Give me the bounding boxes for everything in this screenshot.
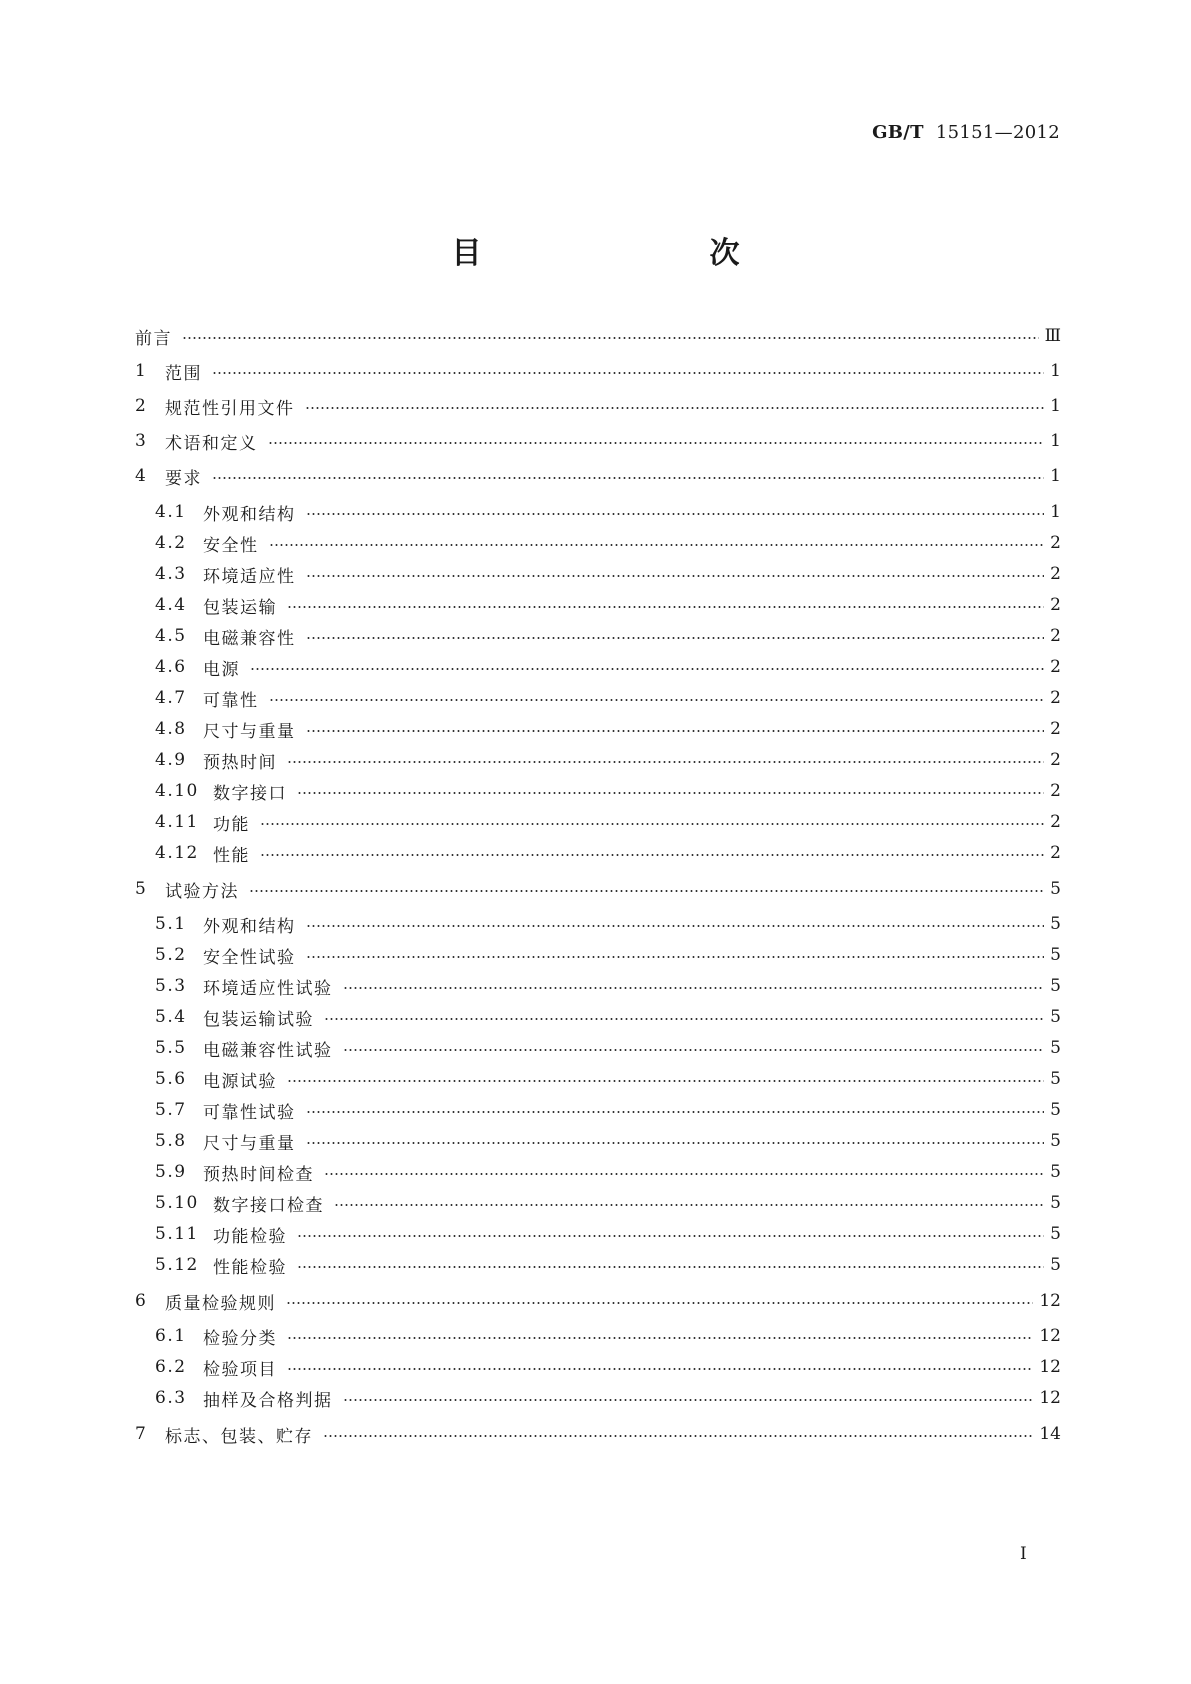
toc-entry-label: 术语和定义 — [165, 433, 258, 454]
toc-entry-number: 5.4 — [155, 1007, 187, 1027]
toc-entry[interactable] — [155, 499, 1061, 525]
toc-entry-label: 数字接口检查 — [213, 1195, 324, 1216]
dot-leader — [287, 1080, 1044, 1082]
toc-entry[interactable] — [135, 323, 1061, 349]
dot-leader — [306, 925, 1045, 927]
toc-entry[interactable] — [155, 1221, 1061, 1247]
toc-entry[interactable] — [135, 1288, 1061, 1314]
dot-leader — [260, 823, 1044, 825]
toc-entry-number: 4.8 — [155, 719, 187, 739]
toc-entry-label: 功能 — [213, 814, 250, 835]
toc-entry[interactable] — [155, 747, 1061, 773]
toc-entry[interactable] — [155, 1004, 1061, 1030]
toc-entry-label: 试验方法 — [165, 881, 239, 902]
toc-entry-label: 环境适应性 — [203, 566, 296, 587]
dot-leader — [343, 1049, 1045, 1051]
toc-entry-number: 4.3 — [155, 564, 187, 584]
toc-entry-label: 性能检验 — [213, 1257, 287, 1278]
toc-entry[interactable] — [135, 358, 1061, 384]
toc-entry-page: 12 — [1039, 1291, 1061, 1311]
toc-entry[interactable] — [155, 1385, 1061, 1411]
toc-entry[interactable] — [155, 654, 1061, 680]
toc-entry-label: 可靠性 — [203, 690, 259, 711]
toc-entry[interactable] — [155, 592, 1061, 618]
dot-leader — [306, 730, 1045, 732]
toc-entry-label: 规范性引用文件 — [165, 398, 295, 419]
toc-entry-number: 5.5 — [155, 1038, 187, 1058]
toc-entry-page: 2 — [1050, 812, 1061, 832]
toc-entry-page: 1 — [1050, 361, 1061, 381]
toc-entry[interactable] — [155, 778, 1061, 804]
toc-entry-number: 4.10 — [155, 781, 199, 801]
toc-entry-label: 电磁兼容性试验 — [203, 1040, 333, 1061]
toc-entry-label: 电源 — [203, 659, 240, 680]
toc-entry-number: 3 — [135, 431, 148, 451]
toc-entry[interactable] — [155, 942, 1061, 968]
toc-entry[interactable] — [155, 623, 1061, 649]
toc-entry-page: 2 — [1050, 750, 1061, 770]
toc-entry-number: 4.9 — [155, 750, 187, 770]
page-title: 目 次 — [451, 236, 796, 271]
toc-entry-label: 安全性试验 — [203, 947, 296, 968]
toc-entry[interactable] — [155, 1159, 1061, 1185]
toc-entry-page: 5 — [1050, 945, 1061, 965]
toc-entry-label: 数字接口 — [213, 783, 287, 804]
toc-entry-page: 12 — [1039, 1357, 1061, 1377]
dot-leader — [212, 372, 1044, 374]
toc-entry[interactable] — [155, 973, 1061, 999]
toc-entry-label: 包装运输 — [203, 597, 277, 618]
toc-entry-number: 4 — [135, 466, 148, 486]
dot-leader — [269, 544, 1045, 546]
toc-entry-label: 标志、包装、贮存 — [165, 1426, 313, 1447]
dot-leader — [287, 761, 1044, 763]
toc-entry-page: 1 — [1050, 396, 1061, 416]
toc-entry-label: 抽样及合格判据 — [203, 1390, 333, 1411]
toc-entry-label: 前言 — [135, 328, 172, 349]
toc-entry-label: 质量检验规则 — [165, 1293, 276, 1314]
toc-entry[interactable] — [155, 561, 1061, 587]
toc-entry-label: 外观和结构 — [203, 916, 296, 937]
toc-entry-page: 1 — [1050, 466, 1061, 486]
toc-entry-number: 4.1 — [155, 502, 187, 522]
dot-leader — [297, 1266, 1044, 1268]
toc-entry-page: 2 — [1050, 719, 1061, 739]
dot-leader — [286, 1302, 1033, 1304]
toc-entry[interactable] — [135, 1421, 1061, 1447]
dot-leader — [249, 890, 1044, 892]
dot-leader — [305, 407, 1045, 409]
toc-entry-page: Ⅲ — [1044, 326, 1061, 346]
toc-entry-number: 4.6 — [155, 657, 187, 677]
toc-entry-page: 2 — [1050, 688, 1061, 708]
toc-entry-page: 5 — [1050, 1255, 1061, 1275]
toc-entry-label: 性能 — [213, 845, 250, 866]
toc-entry[interactable] — [135, 428, 1061, 454]
toc-entry-label: 尺寸与重量 — [203, 721, 296, 742]
toc-entry[interactable] — [155, 911, 1061, 937]
toc-entry-number: 5.1 — [155, 914, 187, 934]
toc-entry-number: 5.2 — [155, 945, 187, 965]
toc-entry-number: 5 — [135, 879, 148, 899]
toc-entry[interactable] — [155, 1128, 1061, 1154]
dot-leader — [306, 637, 1045, 639]
dot-leader — [306, 513, 1045, 515]
toc-entry[interactable] — [155, 1066, 1061, 1092]
dot-leader — [260, 854, 1044, 856]
dot-leader — [287, 1368, 1033, 1370]
toc-entry-label: 检验项目 — [203, 1359, 277, 1380]
toc-entry[interactable] — [155, 1097, 1061, 1123]
toc-entry-label: 可靠性试验 — [203, 1102, 296, 1123]
toc-entry-page: 14 — [1039, 1424, 1061, 1444]
toc-entry-label: 功能检验 — [213, 1226, 287, 1247]
standard-prefix: GB/T — [872, 122, 924, 143]
toc-entry-number: 4.2 — [155, 533, 187, 553]
toc-entry-page: 12 — [1039, 1388, 1061, 1408]
dot-leader — [297, 792, 1044, 794]
toc-entry-number: 4.7 — [155, 688, 187, 708]
dot-leader — [306, 1111, 1045, 1113]
dot-leader — [306, 575, 1045, 577]
toc-entry[interactable] — [135, 876, 1061, 902]
dot-leader — [334, 1204, 1044, 1206]
dot-leader — [268, 442, 1045, 444]
toc-entry-page: 5 — [1050, 1193, 1061, 1213]
toc-entry-page: 2 — [1050, 657, 1061, 677]
toc-entry-number: 1 — [135, 361, 148, 381]
toc-entry-page: 2 — [1050, 595, 1061, 615]
toc-entry[interactable] — [155, 840, 1061, 866]
dot-leader — [287, 606, 1044, 608]
toc-entry-number: 4.12 — [155, 843, 199, 863]
toc-entry-page: 5 — [1050, 976, 1061, 996]
toc-entry[interactable] — [155, 1252, 1061, 1278]
toc-entry-label: 环境适应性试验 — [203, 978, 333, 999]
dot-leader — [287, 1337, 1033, 1339]
toc-entry-label: 范围 — [165, 363, 202, 384]
standard-code — [872, 122, 1060, 143]
toc-entry-label: 电磁兼容性 — [203, 628, 296, 649]
toc-entry-page: 5 — [1050, 914, 1061, 934]
toc-entry[interactable] — [155, 1323, 1061, 1349]
toc-entry[interactable] — [135, 463, 1061, 489]
toc-entry-page: 5 — [1050, 1038, 1061, 1058]
toc-entry-number: 7 — [135, 1424, 148, 1444]
toc-entry[interactable] — [155, 1190, 1061, 1216]
toc-entry-page: 1 — [1050, 431, 1061, 451]
dot-leader — [182, 337, 1039, 339]
toc-entry[interactable] — [155, 1035, 1061, 1061]
toc-entry[interactable] — [155, 530, 1061, 556]
toc-entry-label: 包装运输试验 — [203, 1009, 314, 1030]
dot-leader — [269, 699, 1045, 701]
toc-entry-page: 2 — [1050, 564, 1061, 584]
dot-leader — [306, 1142, 1045, 1144]
toc-entry-number: 2 — [135, 396, 148, 416]
toc-entry-page: 2 — [1050, 781, 1061, 801]
toc-entry-page: 5 — [1050, 1069, 1061, 1089]
toc-entry-number: 6 — [135, 1291, 148, 1311]
toc-entry-number: 4.11 — [155, 812, 199, 832]
toc-entry-page: 5 — [1050, 1007, 1061, 1027]
toc-entry[interactable] — [155, 809, 1061, 835]
toc-entry[interactable] — [155, 685, 1061, 711]
toc-entry-number: 5.7 — [155, 1100, 187, 1120]
dot-leader — [323, 1435, 1033, 1437]
toc-entry-number: 6.2 — [155, 1357, 187, 1377]
toc-entry-label: 安全性 — [203, 535, 259, 556]
toc-entry-page: 5 — [1050, 1131, 1061, 1151]
toc-entry-label: 电源试验 — [203, 1071, 277, 1092]
dot-leader — [343, 987, 1045, 989]
toc-entry[interactable] — [155, 716, 1061, 742]
dot-leader — [324, 1173, 1044, 1175]
dot-leader — [306, 956, 1045, 958]
toc-entry-label: 预热时间 — [203, 752, 277, 773]
toc-entry-number: 5.11 — [155, 1224, 199, 1244]
toc-entry-page: 2 — [1050, 533, 1061, 553]
toc-entry-number: 5.6 — [155, 1069, 187, 1089]
toc-entry-page: 5 — [1050, 1100, 1061, 1120]
dot-leader — [324, 1018, 1044, 1020]
toc-entry-number: 5.8 — [155, 1131, 187, 1151]
toc-entry-page: 5 — [1050, 1224, 1061, 1244]
dot-leader — [212, 477, 1044, 479]
toc-entry-number: 5.3 — [155, 976, 187, 996]
toc-entry-number: 5.10 — [155, 1193, 199, 1213]
toc-entry[interactable] — [155, 1354, 1061, 1380]
toc-entry-label: 要求 — [165, 468, 202, 489]
toc-entry-page: 5 — [1050, 1162, 1061, 1182]
toc-entry-page: 1 — [1050, 502, 1061, 522]
toc-entry-label: 预热时间检查 — [203, 1164, 314, 1185]
standard-number: 15151—2012 — [935, 122, 1060, 143]
toc-entry-page: 2 — [1050, 626, 1061, 646]
dot-leader — [297, 1235, 1044, 1237]
toc-entry-number: 4.4 — [155, 595, 187, 615]
dot-leader — [343, 1399, 1034, 1401]
dot-leader — [250, 668, 1044, 670]
toc-entry-number: 6.1 — [155, 1326, 187, 1346]
toc-entry-page: 12 — [1039, 1326, 1061, 1346]
toc-entry-number: 5.12 — [155, 1255, 199, 1275]
toc-entry-page: 2 — [1050, 843, 1061, 863]
toc-entry-number: 6.3 — [155, 1388, 187, 1408]
toc-entry-label: 外观和结构 — [203, 504, 296, 525]
toc-entry-label: 检验分类 — [203, 1328, 277, 1349]
page-number: Ⅰ — [1020, 1544, 1027, 1564]
toc-entry-number: 4.5 — [155, 626, 187, 646]
toc-entry-page: 5 — [1050, 879, 1061, 899]
toc-entry-number: 5.9 — [155, 1162, 187, 1182]
toc-entry-label: 尺寸与重量 — [203, 1133, 296, 1154]
toc-entry[interactable] — [135, 393, 1061, 419]
